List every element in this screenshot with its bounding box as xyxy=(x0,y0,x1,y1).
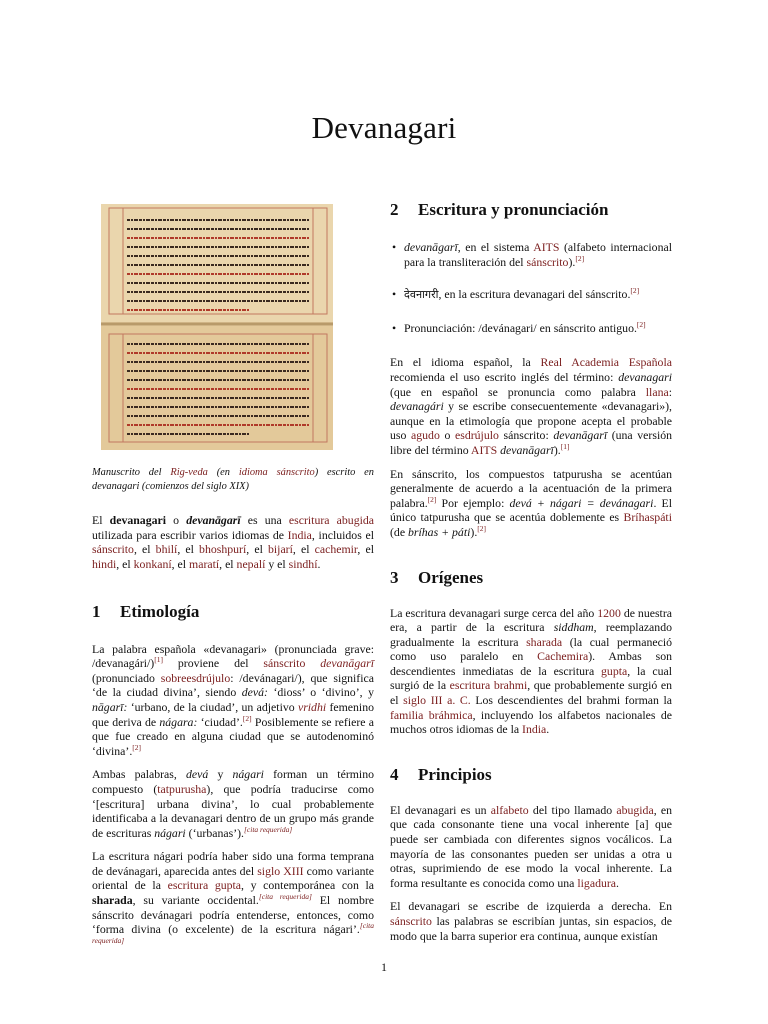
link-bijari[interactable]: bijarí xyxy=(267,542,293,557)
text: ), que podría traducirse como ‘[escritura] urbana divina’, lo cual probablemente identificaba a la devanagari dentro de un grupo más grande de escrituras xyxy=(92,781,374,840)
text: El xyxy=(92,513,110,528)
text: , el xyxy=(116,556,134,571)
text: de nuestra era, a partir de la escritura xyxy=(390,605,672,635)
text: El devanagari se escribe de izquierda a derecha. En xyxy=(390,899,672,914)
section-title: Etimología xyxy=(120,601,200,621)
pronunciation-list xyxy=(390,240,672,335)
link-esdrujulo[interactable]: esdrújulo xyxy=(455,428,499,443)
text: (pronunciado xyxy=(92,670,161,685)
ref-1[interactable]: [1] xyxy=(560,442,570,452)
text xyxy=(305,656,320,670)
text: , el xyxy=(292,542,315,557)
text: , el xyxy=(246,542,268,557)
text: es una xyxy=(240,513,289,528)
link-india[interactable]: India xyxy=(522,722,547,737)
caption-text: Manuscrito del xyxy=(92,467,171,478)
ref-2[interactable]: [2] xyxy=(132,742,142,752)
page-number: 1 xyxy=(381,960,387,974)
link-sanscrito[interactable]: sánscrito xyxy=(92,542,134,557)
link-llana[interactable]: llana xyxy=(645,384,669,399)
section-title: Principios xyxy=(418,764,492,784)
link-ligadura[interactable]: ligadura xyxy=(577,875,617,890)
text: (la cual permaneció como uso paralelo en xyxy=(390,634,672,664)
term-devanagari-iast: devanāgarī xyxy=(186,513,241,528)
text: El nombre sánscrito devánagari podría entenderse, entonces, como ‘forma divina (o excelente) de la escritura nágari’. xyxy=(92,893,375,937)
list-item xyxy=(390,287,672,303)
cita-requerida-link[interactable]: [cita requerida] xyxy=(92,921,374,945)
section-number: 2 xyxy=(390,200,399,219)
section-number: 4 xyxy=(390,764,399,784)
text: En el idioma español, la xyxy=(390,355,541,370)
term-devanagari-iast: devanāgarī xyxy=(500,442,554,457)
link-nepali[interactable]: nepalí xyxy=(236,556,266,571)
link-cachemira[interactable]: Cachemira xyxy=(537,649,589,664)
rig-veda-link[interactable]: Rig-veda xyxy=(170,467,208,478)
link-hindi[interactable]: hindi xyxy=(92,556,117,571)
term-sharada: sharada xyxy=(92,893,133,908)
term-brihas-pati: bríhas + páti xyxy=(408,524,471,539)
term-devanagari-script: देवनागरी xyxy=(404,288,439,302)
link-sindhi[interactable]: sindhí xyxy=(288,556,318,571)
term-siddham: siddham xyxy=(553,620,594,635)
link-agudo[interactable]: agudo xyxy=(411,428,440,443)
text: , reemplazando gradualmente la escritura xyxy=(390,620,672,649)
link-sanscrito[interactable]: sánscrito xyxy=(526,254,569,269)
text: (‘urbanas’). xyxy=(185,825,245,840)
text: La escritura devanagari surge cerca del año xyxy=(390,605,598,620)
link-sharada[interactable]: sharada xyxy=(526,634,563,649)
link-vridhi[interactable]: vridhi xyxy=(297,699,327,714)
text: , en que cada consonante tiene una vocal inherente [a] que puede ser cambiada con diferentes signos vocálicos. La mayoría de las consonantes pueden ser unidas a otra u otras, suprimiendo de ese modo la vocal inherente. La forma resultante es conocida como una xyxy=(390,802,672,890)
text: : xyxy=(668,384,672,399)
text: y se escribe consecuentemente «devanagari»), aunque en la etimología que propone acepta el probable uso xyxy=(390,399,672,443)
text: Ambas palabras, xyxy=(92,767,186,782)
term-devanagari-iast: devanāgarī xyxy=(553,428,608,443)
text: En sánscrito, los compuestos tatpurusha se acentúan generalmente de acuerdo a la acentuación de la primera palabra. xyxy=(390,466,672,510)
etimologia-paragraph-1 xyxy=(92,642,374,759)
text: las palabras se escribían juntas, sin espacios, de modo que la barra superior era continua, aunque existían xyxy=(390,914,672,943)
term-nagari: nágari xyxy=(232,767,264,782)
text: , que probablemente surgió en el xyxy=(390,678,672,708)
link-siglo-iii-ac[interactable]: siglo III a. C. xyxy=(403,693,471,708)
text: ‘urbano, de la ciudad’, un adjetivo xyxy=(127,699,298,714)
escritura-paragraph-1 xyxy=(390,355,672,457)
text: (que en español se pronuncia como palabra xyxy=(390,384,646,399)
text: y el xyxy=(265,556,289,571)
text: ‘dioss’ o ‘divino’, y xyxy=(267,685,374,700)
text: utilizada para escribir varios idiomas de xyxy=(92,527,288,542)
term-deva: devá xyxy=(186,767,209,782)
link-rae[interactable]: Real Academia Española xyxy=(540,355,672,370)
text: , en el sistema xyxy=(457,240,534,254)
link-escritura-brahmi[interactable]: escritura brahmi xyxy=(449,678,528,693)
text: : /devánagari/), que significa ‘de la ciudad divina’, siendo xyxy=(92,670,374,700)
ref-2[interactable]: [2] xyxy=(630,286,640,296)
caption-text: ) escrito en devanagari (comienzos del siglo XIX) xyxy=(92,467,374,492)
manuscript-drawing xyxy=(101,204,333,450)
link-bhili[interactable]: bhilí xyxy=(155,542,178,557)
text: , y contemporánea con la xyxy=(241,878,374,893)
section-title: Escritura y pronunciación xyxy=(418,200,609,219)
text: ). xyxy=(568,254,576,269)
etimologia-paragraph-3 xyxy=(92,849,374,951)
link-abugida[interactable]: abugida xyxy=(616,802,654,817)
link-sobreesdrujulo[interactable]: sobreesdrújulo xyxy=(160,670,231,685)
text: , incluidos el xyxy=(311,527,374,542)
text: , el xyxy=(171,556,190,571)
text: , la cual surgió de la xyxy=(390,663,672,693)
cita-requerida-link[interactable]: [cita requerida] xyxy=(244,824,293,834)
list-item xyxy=(390,321,672,336)
intro-paragraph xyxy=(92,513,374,571)
text: o xyxy=(439,428,455,443)
text: Por ejemplo: xyxy=(436,495,510,510)
text: , el xyxy=(177,542,200,557)
text: La escritura nágari podría haber sido una forma temprana de devánagari, aparecida antes del xyxy=(92,849,374,878)
link-konkani[interactable]: konkaní xyxy=(133,556,172,571)
ref-2[interactable]: [2] xyxy=(242,713,252,723)
link-sanscrito[interactable]: sánscrito xyxy=(263,656,306,671)
text: del tipo llamado xyxy=(528,802,617,817)
term-nagari: nágari xyxy=(154,825,186,840)
text: o xyxy=(166,513,187,528)
text: . El único tatpurusha que se acentúa doblemente es xyxy=(390,495,673,525)
principios-paragraph-1 xyxy=(390,803,672,891)
text: femenino que deriva de xyxy=(92,699,374,729)
principios-paragraph-2 xyxy=(390,899,672,943)
link-marati[interactable]: maratí xyxy=(189,556,220,571)
link-escritura-gupta[interactable]: escritura gupta xyxy=(167,878,242,893)
escritura-paragraph-2 xyxy=(390,467,672,540)
origenes-paragraph xyxy=(390,606,672,737)
text: proviene del xyxy=(162,656,264,671)
text: . xyxy=(317,556,321,571)
term-deva: devá: xyxy=(241,685,268,700)
ref-2[interactable]: [2] xyxy=(636,319,646,329)
link-bhoshpuri[interactable]: bhoshpurí xyxy=(199,542,247,557)
section-heading-principios xyxy=(390,765,672,785)
left-column xyxy=(92,196,374,960)
text: ). Ambas son descendientes inmediatas de la escritura xyxy=(390,649,672,678)
text: (de xyxy=(390,524,409,539)
link-aits[interactable]: AITS xyxy=(533,240,560,254)
text: . xyxy=(616,875,619,890)
text: ). xyxy=(470,524,478,539)
text: , su variante occidental. xyxy=(132,893,259,908)
term-nagara: nágara: xyxy=(159,714,198,729)
term-devanagari: devanagari xyxy=(618,369,672,384)
etimologia-paragraph-2 xyxy=(92,767,374,840)
text: , el xyxy=(133,542,156,557)
manuscript-image[interactable] xyxy=(101,204,333,450)
text: . xyxy=(546,722,550,737)
text: , incluyendo los alfabetos nacionales de muchos otros idiomas de la xyxy=(390,707,672,737)
list-item xyxy=(390,240,672,269)
text: y xyxy=(208,767,233,782)
link-gupta[interactable]: gupta xyxy=(601,663,628,678)
figure-caption xyxy=(92,466,374,493)
link-aits[interactable]: AITS xyxy=(470,442,498,457)
term-devanagari-iast: devanāgarī xyxy=(404,240,458,254)
text: forman un término compuesto ( xyxy=(92,767,375,796)
text: , el xyxy=(357,542,374,557)
link-devanagari-iast[interactable]: devanāgarī xyxy=(320,656,374,671)
link-siglo-xiii[interactable]: siglo XIII xyxy=(257,863,304,878)
text: sánscrito: xyxy=(498,428,554,443)
text: , el xyxy=(219,556,237,571)
section-heading-escritura xyxy=(390,200,672,220)
term-example: devá + nágari = devánagari xyxy=(509,495,654,510)
link-familia-brahmica[interactable]: familia bráhmica xyxy=(390,707,473,722)
link-1200[interactable]: 1200 xyxy=(597,605,621,620)
ref-2[interactable]: [2] xyxy=(575,253,585,263)
section-heading-origenes xyxy=(390,568,672,588)
text: La palabra española «devanagari» (pronunciada grave: /devanagári/) xyxy=(92,641,374,671)
link-india[interactable]: India xyxy=(287,527,312,542)
link-cachemir[interactable]: cachemir xyxy=(314,542,358,557)
text: Pronunciación: /devánagari/ en sánscrito antiguo. xyxy=(404,320,637,335)
link-sanscrito[interactable]: sánscrito xyxy=(390,914,432,928)
link-alfabeto[interactable]: alfabeto xyxy=(490,802,529,817)
link-brihaspati[interactable]: Bríhaspáti xyxy=(623,510,672,525)
text: , en la escritura devanagari del sánscrito. xyxy=(438,287,631,302)
section-number: 3 xyxy=(390,567,399,587)
ref-2[interactable]: [2] xyxy=(427,494,437,504)
text: (alfabeto internacional para la transliteración del xyxy=(404,240,672,269)
link-tatpurusha[interactable]: tatpurusha xyxy=(157,781,207,796)
text: ). xyxy=(553,442,561,457)
caption-text: (en xyxy=(207,467,239,478)
term-devanagari: devanagari xyxy=(109,513,167,528)
page-title: Devanagari xyxy=(311,110,457,145)
text: Los descendientes del brahmi forman la xyxy=(470,693,673,708)
link-escritura-abugida[interactable]: escritura abugida xyxy=(288,513,375,528)
term-nagari: nāgarī: xyxy=(92,699,128,714)
section-title: Orígenes xyxy=(418,567,484,587)
section-number: 1 xyxy=(92,601,101,621)
text: Posiblemente se refiere a que fue creado en alguna ciudad que se autodenominó ‘divina’. xyxy=(92,714,374,758)
cita-requerida-link[interactable]: [cita requerida] xyxy=(258,892,312,902)
term-devanagari-grave: devanagári xyxy=(390,399,444,414)
ref-1[interactable]: [1] xyxy=(154,655,163,665)
ref-2[interactable]: [2] xyxy=(477,523,487,533)
idioma-sanscrito-link[interactable]: idioma sánscrito xyxy=(238,467,315,478)
text: ‘ciudad’. xyxy=(197,714,243,729)
text: El devanagari es un xyxy=(390,802,491,817)
right-column xyxy=(390,196,672,952)
text: como variante oriental de la xyxy=(92,863,374,893)
text: (una versión libre del término xyxy=(390,428,673,457)
text: recomienda el uso escrito inglés del término: xyxy=(390,369,619,384)
section-heading-etimologia xyxy=(92,602,374,622)
